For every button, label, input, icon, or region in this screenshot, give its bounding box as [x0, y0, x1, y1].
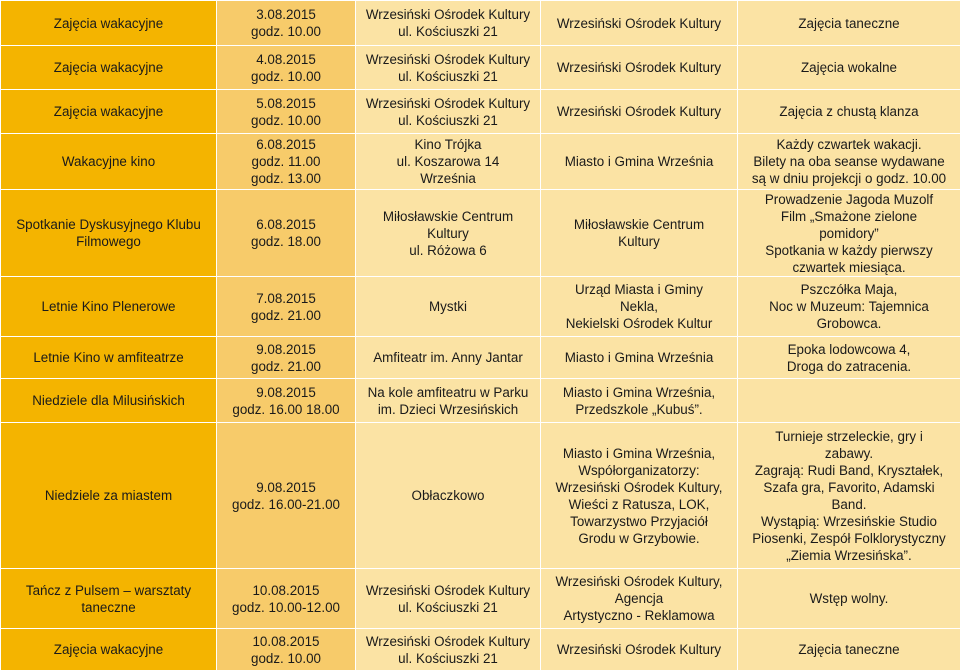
event-place: Wrzesiński Ośrodek Kultury ul. Kościuszki 21 [356, 1, 541, 46]
event-description: Zajęcia taneczne [738, 1, 960, 46]
event-place: Obłaczkowo [356, 423, 541, 569]
event-description: Zajęcia z chustą klanza [738, 90, 960, 134]
event-name: Tańcz z Pulsem – warsztaty taneczne [1, 569, 217, 629]
event-description [738, 379, 960, 423]
event-name: Letnie Kino w amfiteatrze [1, 337, 217, 379]
table-row [1, 1, 960, 46]
event-name: Zajęcia wakacyjne [1, 46, 217, 90]
event-date: 4.08.2015 godz. 10.00 [217, 46, 356, 90]
event-date: 9.08.2015 godz. 21.00 [217, 337, 356, 379]
event-name: Niedziele za miastem [1, 423, 217, 569]
event-organizer: Wrzesiński Ośrodek Kultury [541, 1, 738, 46]
event-organizer: Miasto i Gmina Września, Współorganizatorzy: Wrzesiński Ośrodek Kultury, Wieści z Ratusza, LOK, Towarzystwo Przyjaciół Grodu w Grzybowie. [541, 423, 738, 569]
event-name: Zajęcia wakacyjne [1, 90, 217, 134]
event-description: Turnieje strzeleckie, gry i zabawy. Zagrają: Rudi Band, Kryształek, Szafa gra, Favorito, Adamski Band. Wystąpią: Wrzesińskie Studio Piosenki, Zespół Folklorystyczny „Ziemia Wrzesińska”. [738, 423, 960, 569]
event-date: 9.08.2015 godz. 16.00-21.00 [217, 423, 356, 569]
event-place: Kino Trójka ul. Koszarowa 14 Września [356, 134, 541, 190]
table-row [1, 569, 960, 629]
event-place: Wrzesiński Ośrodek Kultury ul. Kościuszki 21 [356, 629, 541, 671]
event-description: Prowadzenie Jagoda Muzolf Film „Smażone zielone pomidory” Spotkania w każdy pierwszy czwartek miesiąca. [738, 190, 960, 277]
event-place: Wrzesiński Ośrodek Kultury ul. Kościuszki 21 [356, 569, 541, 629]
event-date: 10.08.2015 godz. 10.00 [217, 629, 356, 671]
event-organizer: Miasto i Gmina Września, Przedszkole „Kubuś”. [541, 379, 738, 423]
table-row [1, 629, 960, 671]
event-name: Niedziele dla Milusińskich [1, 379, 217, 423]
event-date: 5.08.2015 godz. 10.00 [217, 90, 356, 134]
event-name: Zajęcia wakacyjne [1, 629, 217, 671]
event-place: Wrzesiński Ośrodek Kultury ul. Kościuszki 21 [356, 90, 541, 134]
event-date: 7.08.2015 godz. 21.00 [217, 277, 356, 337]
event-date: 3.08.2015 godz. 10.00 [217, 1, 356, 46]
event-description: Zajęcia wokalne [738, 46, 960, 90]
table-row [1, 337, 960, 379]
event-organizer: Wrzesiński Ośrodek Kultury [541, 629, 738, 671]
event-name: Letnie Kino Plenerowe [1, 277, 217, 337]
event-description: Zajęcia taneczne [738, 629, 960, 671]
event-description: Pszczółka Maja, Noc w Muzeum: Tajemnica Grobowca. [738, 277, 960, 337]
event-description: Wstęp wolny. [738, 569, 960, 629]
event-place: Amfiteatr im. Anny Jantar [356, 337, 541, 379]
event-name: Wakacyjne kino [1, 134, 217, 190]
event-date: 10.08.2015 godz. 10.00-12.00 [217, 569, 356, 629]
event-date: 6.08.2015 godz. 11.00 godz. 13.00 [217, 134, 356, 190]
event-organizer: Wrzesiński Ośrodek Kultury [541, 46, 738, 90]
event-organizer: Wrzesiński Ośrodek Kultury [541, 90, 738, 134]
event-place: Wrzesiński Ośrodek Kultury ul. Kościuszki 21 [356, 46, 541, 90]
event-organizer: Miasto i Gmina Września [541, 337, 738, 379]
table-row [1, 423, 960, 569]
event-place: Mystki [356, 277, 541, 337]
event-organizer: Miasto i Gmina Września [541, 134, 738, 190]
event-organizer: Miłosławskie Centrum Kultury [541, 190, 738, 277]
table-row [1, 379, 960, 423]
table-row [1, 190, 960, 277]
event-name: Spotkanie Dyskusyjnego Klubu Filmowego [1, 190, 217, 277]
table-row [1, 90, 960, 134]
event-date: 6.08.2015 godz. 18.00 [217, 190, 356, 277]
event-organizer: Wrzesiński Ośrodek Kultury, Agencja Artystyczno - Reklamowa [541, 569, 738, 629]
event-description: Każdy czwartek wakacji. Bilety na oba seanse wydawane są w dniu projekcji o godz. 10.00 [738, 134, 960, 190]
event-date: 9.08.2015 godz. 16.00 18.00 [217, 379, 356, 423]
event-place: Miłosławskie Centrum Kultury ul. Różowa 6 [356, 190, 541, 277]
event-place: Na kole amfiteatru w Parku im. Dzieci Wrzesińskich [356, 379, 541, 423]
event-description: Epoka lodowcowa 4, Droga do zatracenia. [738, 337, 960, 379]
table-row [1, 46, 960, 90]
event-name: Zajęcia wakacyjne [1, 1, 217, 46]
table-row [1, 277, 960, 337]
event-organizer: Urząd Miasta i Gminy Nekla, Nekielski Ośrodek Kultur [541, 277, 738, 337]
table-row [1, 134, 960, 190]
